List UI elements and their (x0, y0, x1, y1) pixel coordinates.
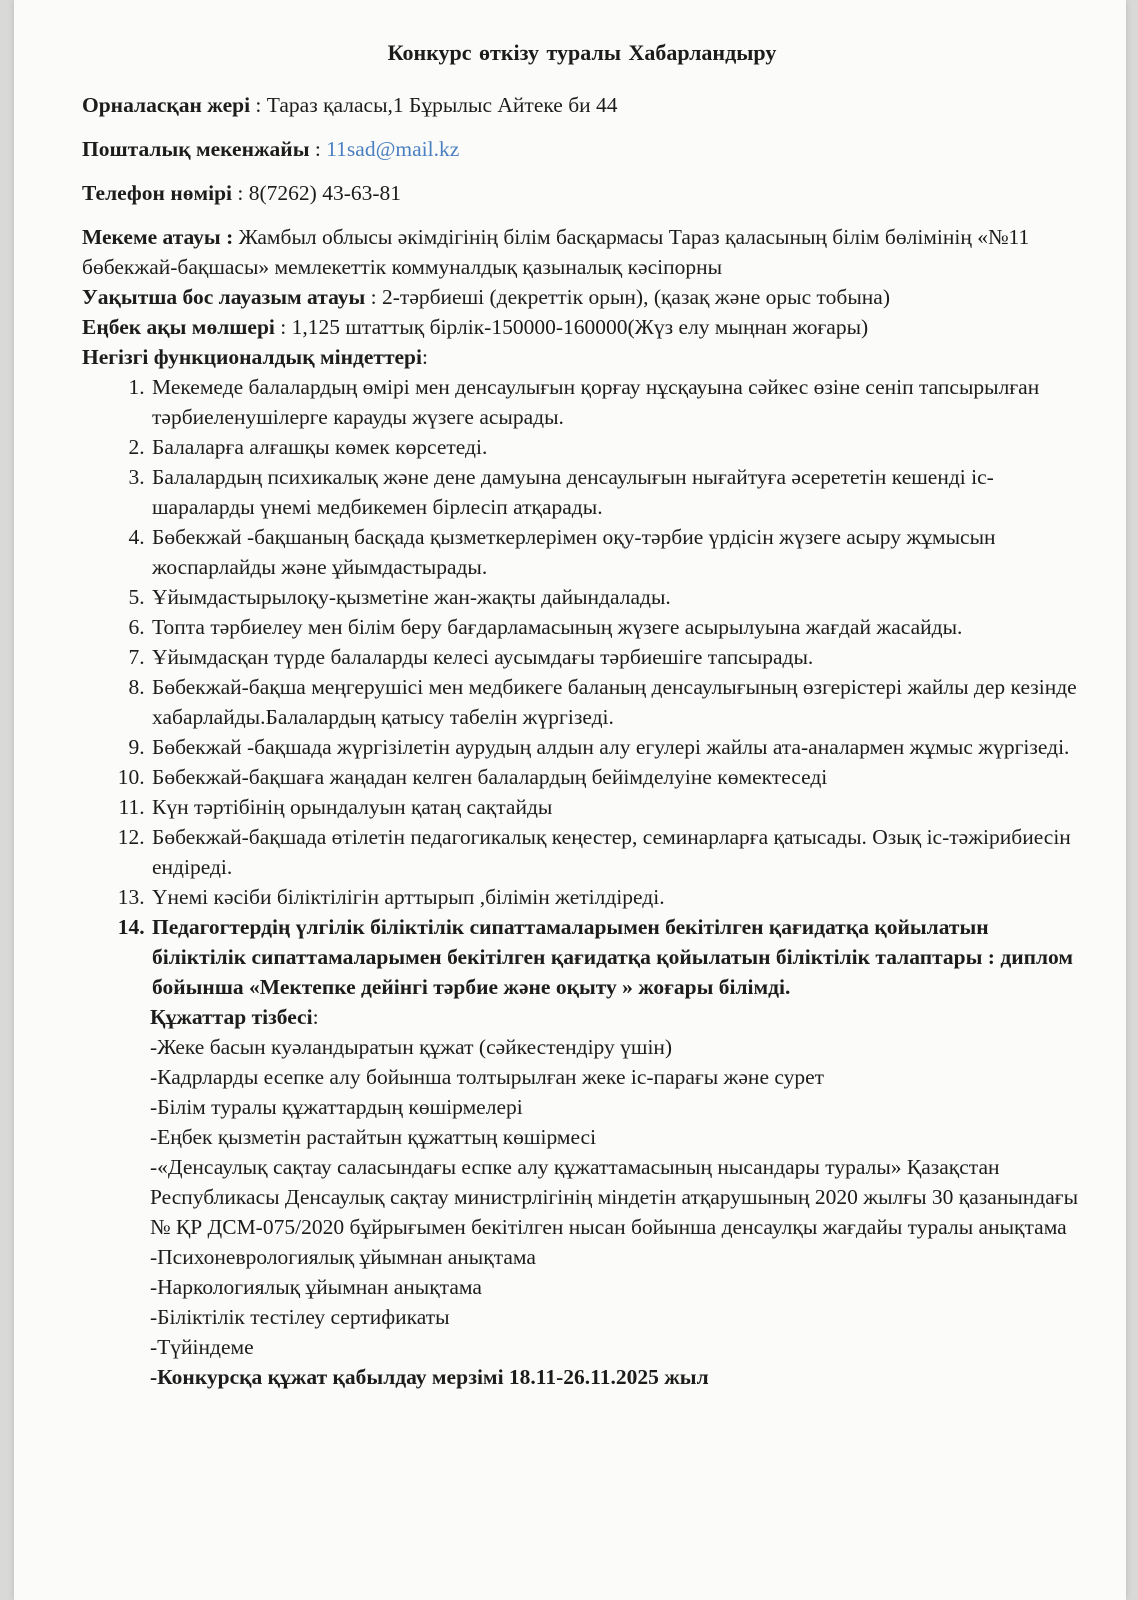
document-item: -Наркологиялық ұйымнан анықтама (150, 1275, 482, 1299)
duties-heading: Негізгі функционалдық міндеттері (82, 345, 422, 369)
postal-line: Пошталық мекенжайы : 11sad@mail.kz (82, 137, 460, 161)
announcement (82, 38, 1082, 1392)
duty-item: 4. Бөбекжай -бақшаның басқада қызметкерлерімен оқу-тәрбие үрдісін жүзеге асыру жұмысын жоспарлайды және ұйымдастырады. (150, 522, 1082, 582)
location-value: Тараз қаласы,1 Бұрылыс Айтеке би 44 (266, 93, 618, 117)
org-label: Мекеме атауы (82, 225, 221, 249)
duties-heading-line: Негізгі функционалдық міндеттері: (82, 345, 428, 369)
phone-value: 8(7262) 43-63-81 (248, 181, 402, 205)
document-item: -Кадрларды есепке алу бойынша толтырылған жеке іс-парағы және сурет (150, 1065, 825, 1089)
org-line: Мекеме атауы : Жамбыл облысы әкімдігінің білім басқармасы Тараз қаласының білім бөлімінің «№11 бөбекжай-бақшасы» мемлекеттік коммуналдық қазыналық кәсіпорны (82, 225, 1030, 279)
documents-list (82, 1032, 1082, 1392)
org-value: Жамбыл облысы әкімдігінің білім басқармасы Тараз қаласының білім бөлімінің «№11 бөбекжай-бақшасы» мемлекеттік коммуналдық қазыналық кәсіпорны (82, 225, 1030, 279)
email-link[interactable]: 11sad@mail.kz (326, 137, 460, 161)
vacancy-value: 2-тәрбиеші (декреттік орын), (қазақ және орыс тобына) (382, 285, 890, 309)
duty-item: 10. Бөбекжай-бақшаға жаңадан келген балалардың бейімделуіне көмектеседі (150, 762, 1082, 792)
document-item: -Жеке басын куәландыратын құжат (сәйкестендіру үшін) (150, 1035, 673, 1059)
docs-heading: Құжаттар тізбесі (150, 1005, 313, 1029)
docs-heading-line: Құжаттар тізбесі: (150, 1005, 319, 1029)
duty-item: 1. Мекемеде балалардың өмірі мен денсаулығын қорғау нұсқауына сәйкес өзіне сеніп тапсырылған тәрбиеленушілерге карауды жүзеге асырады. (150, 372, 1082, 432)
duties-list (82, 372, 1082, 1002)
duty-item: 3. Балалардың психикалық және дене дамуына денсаулығын нығайтуға әсерететін кешенді іс-шараларды үнемі медбикемен бірлесіп атқарады. (150, 462, 1082, 522)
duty-item: 6. Топта тәрбиелеу мен білім беру бағдарламасының жүзеге асырылуына жағдай жасайды. (150, 612, 1082, 642)
duty-item: 7. Ұйымдасқан түрде балаларды келесі аусымдағы тәрбиешіге тапсырады. (150, 642, 1082, 672)
document-item: -Біліктілік тестілеу сертификаты (150, 1305, 450, 1329)
duty-item: 13. Үнемі кәсіби біліктілігін арттырып ,білімін жетілдіреді. (150, 882, 1082, 912)
duty-item-requirements: 14. Педагогтердің үлгілік біліктілік сипаттамаларымен бекітілген қағидатқа қойылатын біліктілік сипаттамаларымен бекітілген қағидатқа қойылатын біліктілік талаптары : диплом бойынша «Мектепке дейінгі тәрбие және оқыту » жоғары білімді. (150, 912, 1082, 1002)
location-line: Орналасқан жері : Тараз қаласы,1 Бұрылыс Айтеке би 44 (82, 93, 618, 117)
salary-value: 1,125 штаттық бірлік-150000-160000(Жүз елу мыңнан жоғары) (291, 315, 869, 339)
postal-label: Пошталық мекенжайы (82, 137, 310, 161)
duty-item: 9. Бөбекжай -бақшада жүргізілетін аурудың алдын алу егулері жайлы ата-аналармен жұмыс жүргізеді. (150, 732, 1082, 762)
vacancy-label: Уақытша бос лауазым атауы (82, 285, 366, 309)
phone-line: Телефон нөмірі : 8(7262) 43-63-81 (82, 181, 402, 205)
document-item: -Білім туралы құжаттардың көшірмелері (150, 1095, 523, 1119)
location-label: Орналасқан жері (82, 93, 251, 117)
submission-deadline: -Конкурсқа құжат қабылдау мерзімі 18.11-26.11.2025 жыл (150, 1365, 709, 1389)
duty-item: 11. Күн тәртібінің орындалуын қатаң сақтайды (150, 792, 1082, 822)
salary-line: Еңбек ақы мөлшері : 1,125 штаттық бірлік-150000-160000(Жүз елу мыңнан жоғары) (82, 315, 869, 339)
duty-item: 12. Бөбекжай-бақшада өтілетін педагогикалық кеңестер, семинарларға қатысады. Озық іс-тәжірибиесін ендіреді. (150, 822, 1082, 882)
duty-item: 8. Бөбекжай-бақша меңгерушісі мен медбикеге баланың денсаулығының өзгерістері жайлы дер кезінде хабарлайды.Балалардың қатысу табелін жүргізеді. (150, 672, 1082, 732)
salary-label: Еңбек ақы мөлшері (82, 315, 275, 339)
phone-label: Телефон нөмірі (82, 181, 233, 205)
duty-item: 5. Ұйымдастырылоқу-қызметіне жан-жақты дайындалады. (150, 582, 1082, 612)
document-item: -«Денсаулық сақтау саласындағы еспке алу құжаттамасының нысандары туралы» Қазақстан Республикасы Денсаулық сақтау министрлігінің міндетін атқарушының 2020 жылғы 30 қазанындағы № ҚР ДСМ-075/2020 бұйрығымен бекітілген нысан бойынша денсаулқы жағдайы туралы анықтама (150, 1155, 1079, 1239)
document-item: -Түйіндеме (150, 1335, 254, 1359)
duty-item: 2. Балаларға алғашқы көмек көрсетеді. (150, 432, 1082, 462)
document-page (14, 0, 1126, 1600)
document-item: -Психоневрологиялық ұйымнан анықтама (150, 1245, 536, 1269)
document-item: -Еңбек қызметін растайтын құжаттың көшірмесі (150, 1125, 597, 1149)
document-title: Конкурс өткізу туралы Хабарландыру (387, 40, 777, 65)
vacancy-line: Уақытша бос лауазым атауы : 2-тәрбиеші (декреттік орын), (қазақ және орыс тобына) (82, 285, 890, 309)
